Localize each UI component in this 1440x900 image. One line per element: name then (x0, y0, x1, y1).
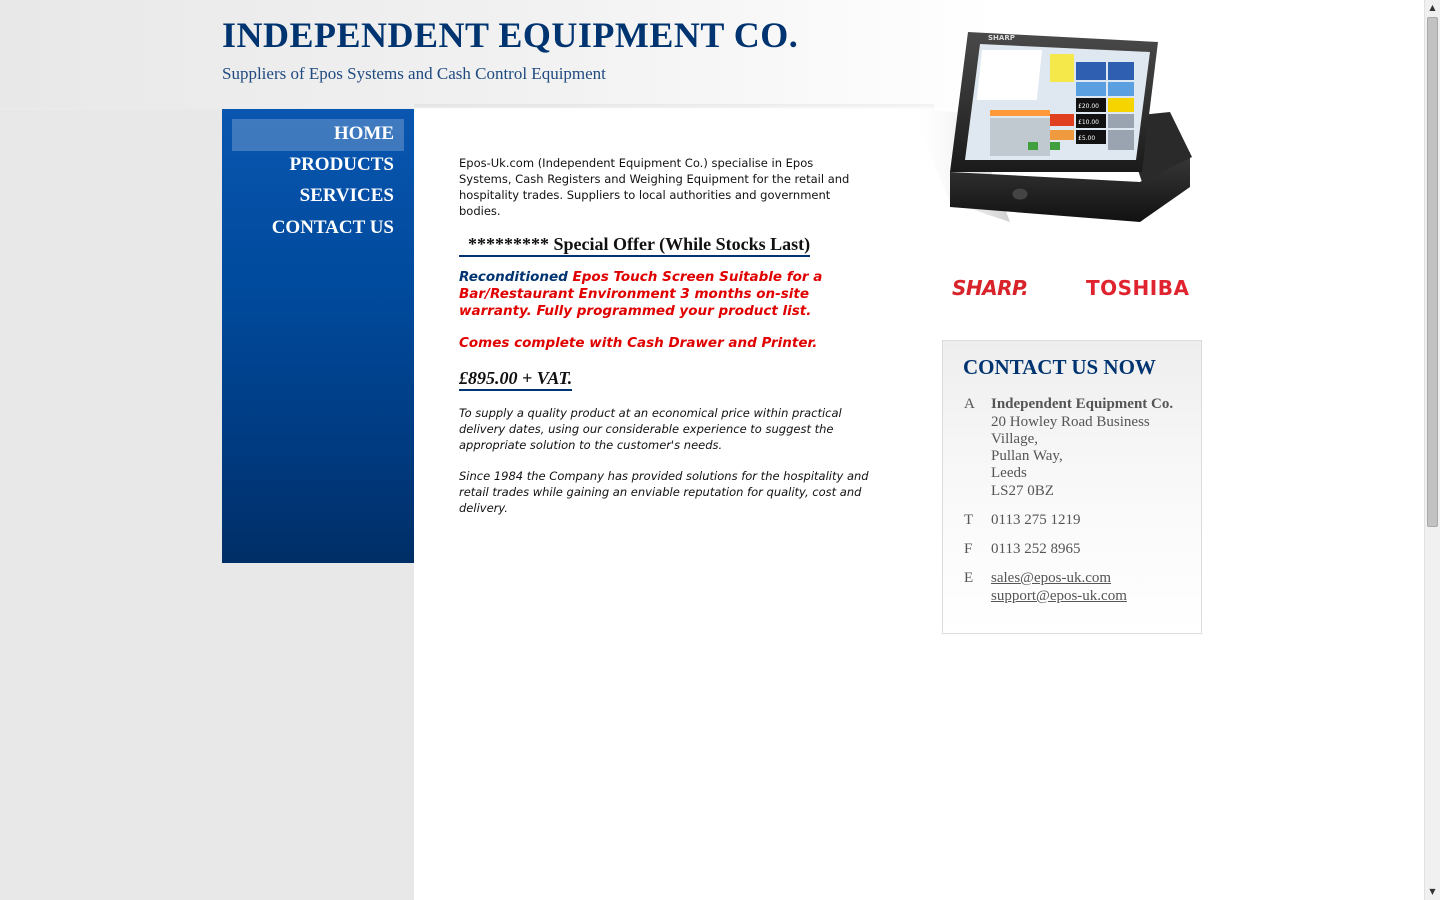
intro-text: Epos-Uk.com (Independent Equipment Co.) specialise in Epos Systems, Cash Registers and Weighing Equipment for the retail and hospitality trades. Suppliers to local authorities and government bodies. (459, 156, 850, 218)
address-line: Pullan Way, (991, 448, 1063, 464)
offer-description-text: Epos Touch Screen Suitable for a Bar/Restaurant Environment 3 months on-site warranty. Fully programmed your product list. (459, 269, 823, 319)
address-label: A (964, 396, 975, 412)
fax-number: 0113 252 8965 (991, 541, 1081, 557)
offer-reconditioned-label: Reconditioned (459, 269, 568, 285)
sidebar-nav (222, 109, 414, 563)
screen-price-5: £5.00 (1078, 135, 1096, 142)
offer-price: £895.00 + VAT. (459, 367, 572, 391)
screen-price-20: £20.00 (1078, 103, 1099, 110)
scrollbar-thumb[interactable] (1427, 17, 1438, 527)
site-tagline: Suppliers of Epos Systems and Cash Control Equipment (222, 64, 606, 83)
nav-item-home[interactable]: HOME (232, 119, 404, 151)
header-divider (414, 104, 934, 110)
screen-price-10: £10.00 (1078, 119, 1099, 126)
address-postcode: LS27 0BZ (991, 483, 1054, 499)
email-label: E (964, 570, 974, 586)
nav-item-services[interactable]: SERVICES (299, 185, 394, 206)
address-line: 20 Howley Road Business (991, 414, 1150, 430)
site-title: INDEPENDENT EQUIPMENT CO. (222, 15, 799, 55)
special-offer-description (459, 269, 839, 320)
contact-box (942, 340, 1202, 634)
company-name: Independent Equipment Co. (991, 396, 1174, 412)
history-paragraph: Since 1984 the Company has provided solutions for the hospitality and retail trades while gaining an enviable reputation for quality, cost and delivery. (459, 469, 869, 515)
address-line: Leeds (991, 465, 1027, 481)
sales-email-link[interactable]: sales@epos-uk.com (991, 570, 1112, 586)
mission-paragraph: To supply a quality product at an economical price within practical delivery dates, using our considerable experience to suggest the appropriate solution to the customer's needs. (459, 406, 842, 452)
nav-item-products[interactable]: PRODUCTS (289, 154, 394, 175)
nav-item-contact-us[interactable]: CONTACT US (271, 217, 394, 238)
phone-label: T (964, 512, 974, 528)
phone-number: 0113 275 1219 (991, 512, 1081, 528)
vertical-scrollbar[interactable] (1424, 0, 1440, 900)
pos-terminal-image (910, 22, 1200, 237)
support-email-link[interactable]: support@epos-uk.com (991, 588, 1127, 604)
fax-label: F (964, 541, 973, 557)
contact-title: CONTACT US NOW (963, 355, 1156, 379)
main-content (459, 155, 869, 515)
scroll-up-arrow-icon[interactable]: ▲ (1429, 3, 1436, 12)
address-line: Village, (991, 431, 1038, 447)
scroll-down-arrow-icon[interactable]: ▼ (1429, 887, 1436, 896)
terminal-brand-label: SHARP (988, 34, 1015, 42)
toshiba-logo: TOSHIBA (1086, 276, 1190, 300)
special-offer-heading: ********* Special Offer (While Stocks Last) (459, 233, 810, 257)
offer-includes-text: Comes complete with Cash Drawer and Printer. (459, 335, 818, 351)
sharp-logo: SHARP. (952, 276, 1029, 300)
